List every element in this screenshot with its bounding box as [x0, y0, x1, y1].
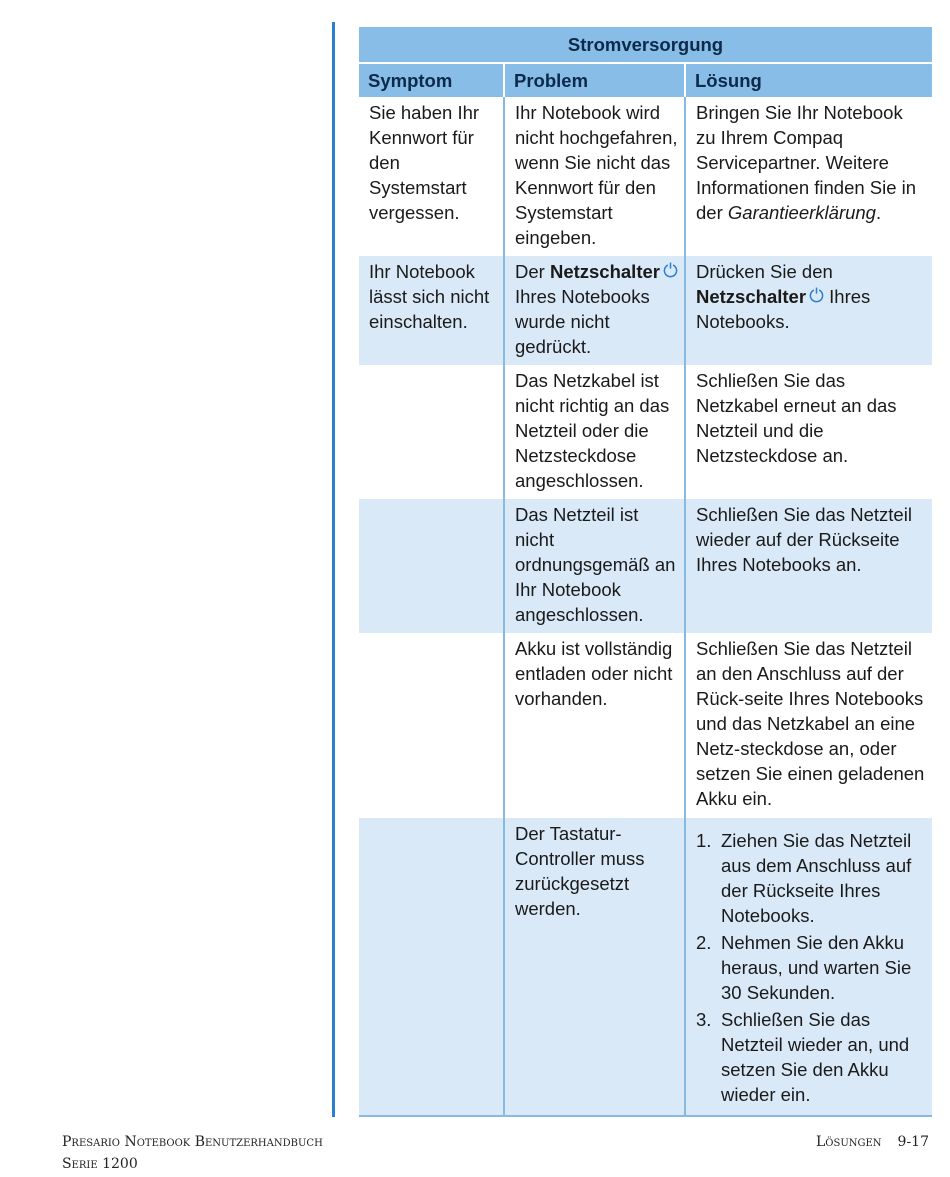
step-text: Ziehen Sie das Netzteil aus dem Anschluss auf der Rückseite Ihres Notebooks. — [721, 830, 912, 926]
problem-cell: Ihr Notebook wird nicht hochgefahren, wenn Sie nicht das Kennwort für den Systemstart eingeben. — [504, 97, 685, 256]
list-item — [696, 828, 926, 928]
table-header-row — [359, 63, 932, 97]
table-row — [359, 499, 932, 633]
warranty-reference: Garantieerklärung — [727, 202, 876, 223]
solution-text-end: . — [875, 202, 882, 223]
symptom-cell: Sie haben Ihr Kennwort für den Systemstart vergessen. — [359, 97, 504, 256]
troubleshooting-table — [359, 27, 932, 1117]
table-row — [359, 365, 932, 499]
problem-text: Der — [515, 261, 550, 282]
problem-cell: Der Tastatur-Controller muss zurückgesetzt werden. — [504, 818, 685, 1116]
table-row — [359, 818, 932, 1116]
step-text: Schließen Sie das Netzteil wieder an, und setzen Sie den Akku wieder ein. — [721, 1009, 910, 1105]
footer-series-line: Serie 1200 — [62, 1156, 138, 1172]
solution-text-end: Ihres Notebooks. — [696, 286, 871, 332]
footer-book-title — [62, 1131, 323, 1175]
margin-rule — [332, 22, 335, 1117]
solution-text: Drücken Sie den — [696, 261, 833, 282]
problem-cell: Akku ist vollständig entladen oder nicht vorhanden. — [504, 633, 685, 818]
table-title-row — [359, 27, 932, 63]
power-icon — [663, 262, 678, 279]
problem-cell — [504, 256, 685, 365]
symptom-cell — [359, 633, 504, 818]
table-row — [359, 97, 932, 256]
step-list — [696, 828, 926, 1107]
header-symptom: Symptom — [359, 63, 504, 97]
step-number: 3. — [696, 1009, 712, 1030]
solution-cell — [685, 256, 932, 365]
list-item — [696, 1007, 926, 1107]
power-switch-term: Netzschalter — [696, 286, 807, 307]
power-switch-term: Netzschalter — [549, 261, 660, 282]
header-solution: Lösung — [685, 63, 932, 97]
footer-page-info — [816, 1131, 929, 1153]
solution-cell — [685, 818, 932, 1116]
table-title: Stromversorgung — [359, 27, 932, 63]
step-number: 1. — [696, 830, 712, 851]
problem-cell: Das Netzkabel ist nicht richtig an das Netzteil oder die Netzsteckdose angeschlossen. — [504, 365, 685, 499]
problem-text-end: Ihres Notebooks wurde nicht gedrückt. — [515, 286, 650, 357]
power-icon — [809, 287, 824, 304]
footer-title-line: Presario Notebook Benutzerhandbuch — [62, 1134, 323, 1150]
symptom-cell — [359, 365, 504, 499]
footer-section: Lösungen — [815, 1134, 882, 1150]
symptom-cell — [359, 818, 504, 1116]
solution-cell: Schließen Sie das Netzteil wieder auf der Rückseite Ihres Notebooks an. — [685, 499, 932, 633]
solution-cell: Schließen Sie das Netzkabel erneut an das Netzteil und die Netzsteckdose an. — [685, 365, 932, 499]
problem-cell: Das Netzteil ist nicht ordnungsgemäß an Ihr Notebook angeschlossen. — [504, 499, 685, 633]
symptom-cell: Ihr Notebook lässt sich nicht einschalten. — [359, 256, 504, 365]
solution-cell: Schließen Sie das Netzteil an den Anschluss auf der Rück-seite Ihres Notebooks und das Netzkabel an eine Netz-steckdose an, oder setzen Sie einen geladenen Akku ein. — [685, 633, 932, 818]
table-row — [359, 633, 932, 818]
table-row — [359, 256, 932, 365]
list-item — [696, 930, 926, 1005]
page-number: 9-17 — [897, 1134, 929, 1150]
symptom-cell — [359, 499, 504, 633]
header-problem: Problem — [504, 63, 685, 97]
solution-text: Bringen Sie Ihr Notebook zu Ihrem Compaq Servicepartner. Weitere Informationen finden Sie in der — [696, 102, 917, 223]
solution-cell — [685, 97, 932, 256]
step-number: 2. — [696, 932, 712, 953]
step-text: Nehmen Sie den Akku heraus, und warten Sie 30 Sekunden. — [721, 932, 912, 1003]
